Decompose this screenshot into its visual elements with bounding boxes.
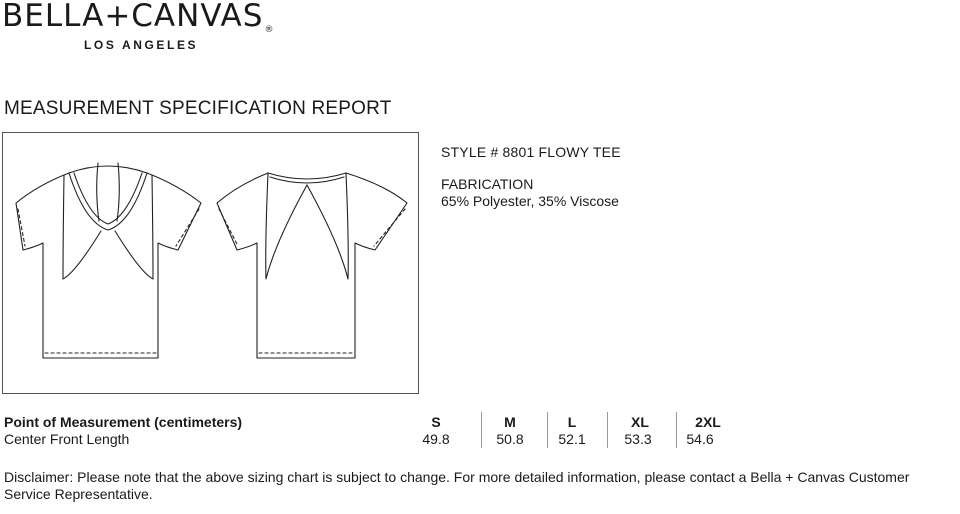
- fabrication-value: 65% Polyester, 35% Viscose: [441, 193, 619, 209]
- garment-sketch: [3, 133, 420, 395]
- size-header-2xl: 2XL: [695, 414, 721, 430]
- disclaimer-text: Disclaimer: Please note that the above sizing chart is subject to change. For more detailed information, please contact a Bella + Canvas Customer Service Representative.: [4, 469, 910, 502]
- back-view-sketch: [217, 173, 407, 358]
- brand-name: BELLA+CANVAS: [2, 0, 264, 34]
- brand-logo: [2, 0, 275, 52]
- brand-location: LOS ANGELES: [84, 38, 199, 52]
- row-label-center-front-length: Center Front Length: [4, 431, 130, 447]
- value-s: 49.8: [422, 431, 450, 447]
- fabrication-label: FABRICATION: [441, 176, 534, 192]
- size-header-l: L: [567, 414, 577, 430]
- garment-sketch-panel: [2, 132, 419, 394]
- style-number: STYLE # 8801 FLOWY TEE: [441, 144, 621, 160]
- brand-wordmark: [2, 0, 275, 35]
- table-header-label: Point of Measurement (centimeters): [4, 414, 243, 430]
- registered-mark: ®: [264, 25, 275, 35]
- size-header-xl: XL: [631, 414, 649, 430]
- size-header-m: M: [504, 414, 516, 430]
- value-xl: 53.3: [624, 431, 652, 447]
- front-view-sketch: [16, 163, 201, 358]
- report-title: MEASUREMENT SPECIFICATION REPORT: [4, 98, 392, 119]
- value-m: 50.8: [496, 431, 524, 447]
- value-l: 52.1: [558, 431, 586, 447]
- size-header-s: S: [431, 414, 441, 430]
- value-2xl: 54.6: [686, 431, 714, 447]
